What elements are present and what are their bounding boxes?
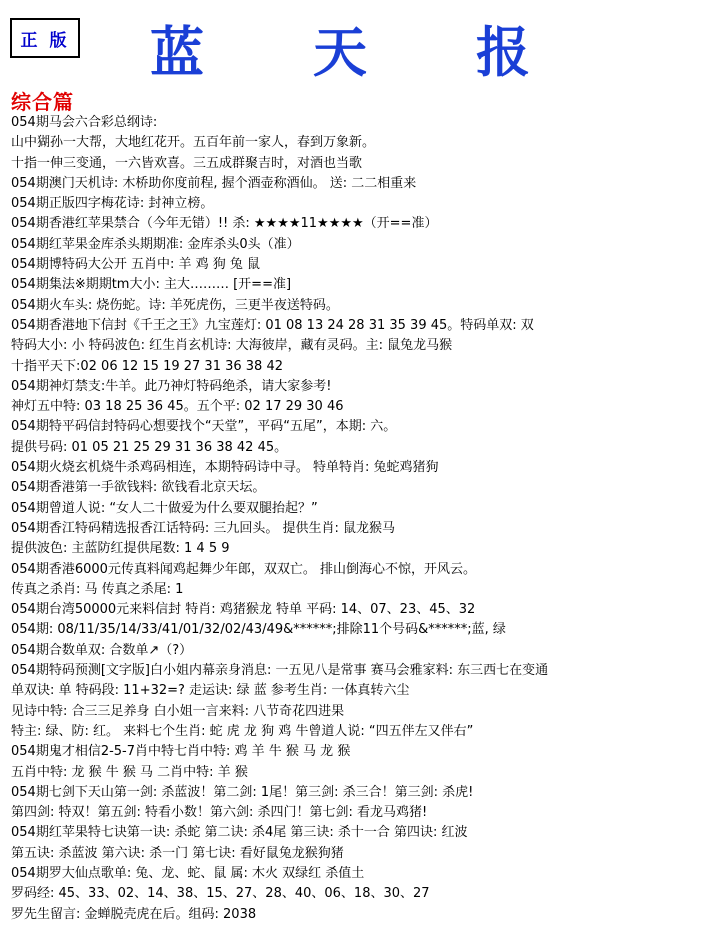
text-line: 054期: 08/11/35/14/33/41/01/32/02/43/49&******;排除11个号码&******;蓝, 绿 [11, 622, 506, 638]
text-line: 第四剑: 特双！第五剑: 特看小数！第六剑: 杀四门！第七剑: 看龙马鸡猪! [11, 805, 428, 821]
genuine-edition-badge: 正 版 [10, 18, 80, 58]
text-line: 054期马会六合彩总纲诗: [11, 115, 158, 130]
text-line: 054期红苹果金库杀头期期准: 金库杀头0头（准） [11, 236, 300, 252]
text-line: 054期火车头: 烧伤蛇。诗: 羊死虎伤，三更半夜送特码。 [11, 297, 339, 313]
text-line: 神灯五中特: 03 18 25 36 45。五个平: 02 17 29 30 46 [11, 399, 344, 415]
text-line: 054期博特码大公开 五肖中: 羊 鸡 狗 兔 鼠 [11, 257, 260, 273]
text-line: 054期曾道人说: “女人二十做爱为什么要双腿抬起？” [11, 500, 318, 516]
text-line: 054期台湾50000元来料信封 特肖: 鸡猪猴龙 特单 平码: 14、07、23、45、32 [11, 602, 476, 618]
text-line: 传真之杀肖: 马 传真之杀尾: 1 [11, 581, 184, 597]
text-line: 提供波色: 主蓝防红提供尾数: 1 4 5 9 [11, 541, 230, 557]
text-line: 054期澳门天机诗: 木桥助你度前程, 握个酒壶称酒仙。 送: 二二相重来 [11, 175, 417, 191]
masthead-char: 天 [313, 19, 367, 84]
text-line: 054期罗大仙点歌单: 兔、龙、蛇、鼠 属: 木火 双绿红 杀值土 [11, 865, 365, 881]
masthead-char: 蓝 [150, 19, 204, 84]
text-line: 054期鬼才相信2-5-7肖中特七肖中特: 鸡 羊 牛 猴 马 龙 猴 [11, 744, 351, 760]
text-line: 054期香港红苹果禁合（今年无错）!! 杀: ★★★★11★★★★（开==准） [11, 216, 438, 232]
text-line: 054期香港第一手欲钱料: 欲钱看北京天坛。 [11, 480, 266, 496]
text-line: 十指一伸三变通，一六皆欢喜。三五成群聚吉时，对酒也当歌 [11, 155, 363, 171]
content-lines [11, 113, 711, 925]
text-line: 054期正版四字梅花诗: 封神立榜。 [11, 196, 214, 212]
text-line: 山中猢孙一大帮，大地红花开。五百年前一家人，春到万象新。 [11, 135, 376, 151]
text-line: 054期红苹果特七诀第一诀: 杀蛇 第二诀: 杀4尾 第三诀: 杀十一合 第四诀: 红波 [11, 825, 468, 841]
text-line: 054期特码预测[文字版]白小姐内幕亲身消息: 一五见八是常事 赛马会雅家料: 东三西七在变通 [11, 663, 549, 679]
text-line: 054期神灯禁支:牛羊。此乃神灯特码绝杀，请大家参考! [11, 378, 332, 394]
text-line: 054期合数单双: 合数单↗（?） [11, 642, 193, 658]
text-line: 五肖中特: 龙 猴 牛 猴 马 二肖中特: 羊 猴 [11, 764, 248, 780]
text-line: 054期火烧玄机烧牛杀鸡码相连，本期特码诗中寻。 特单特肖: 兔蛇鸡猪狗 [11, 460, 439, 476]
masthead-char: 报 [476, 19, 530, 84]
text-line: 特主: 绿、防: 红。 来料七个生肖: 蛇 虎 龙 狗 鸡 牛曾道人说: “四五伴左又伴右” [11, 723, 474, 739]
text-line: 十指平天下:02 06 12 15 19 27 31 36 38 42 [11, 358, 283, 374]
text-line: 054期香江特码精选报香江话特码: 三九回头。 提供生肖: 鼠龙猴马 [11, 520, 395, 536]
text-line: 054期香港地下信封《千王之王》九宝莲灯: 01 08 13 24 28 31 35 39 45。特码单双: 双 [11, 317, 534, 333]
section-title: 综合篇 [11, 90, 74, 114]
text-line: 提供号码: 01 05 21 25 29 31 36 38 42 45。 [11, 439, 288, 455]
text-line: 单双诀: 单 特码段: 11+32=? 走运诀: 绿 蓝 参考生肖: 一体真转六尘 [11, 683, 410, 699]
text-line: 第五诀: 杀蓝波 第六诀: 杀一门 第七诀: 看好鼠兔龙猴狗猪 [11, 845, 344, 861]
text-line: 054期香港6000元传真料闻鸡起舞少年郎，双双亡。 排山倒海心不惊，开风云。 [11, 561, 477, 577]
text-line: 罗码经: 45、33、02、14、38、15、27、28、40、06、18、30、27 [11, 886, 430, 902]
text-line: 特码大小: 小 特码波色: 红生肖玄机诗: 大海彼岸，藏有灵码。主: 鼠兔龙马猴 [11, 338, 453, 354]
text-line: 054期特平码信封特码心想要找个“天堂”，平码“五尾”，本期: 六。 [11, 419, 397, 435]
text-line: 见诗中特: 合三三足养身 白小姐一言来料: 八节奇花四进果 [11, 703, 345, 719]
text-line: 罗先生留言: 金蝉脱壳虎在后。组码: 2038 [11, 906, 257, 922]
newspaper-masthead [150, 8, 530, 88]
text-line: 054期集法※期期tm大小: 主大……… [开==准] [11, 277, 292, 293]
text-line: 054期七剑下天山第一剑: 杀蓝波！第二剑: 1尾！第三剑: 杀三合！第三剑: 杀虎! [11, 784, 474, 800]
